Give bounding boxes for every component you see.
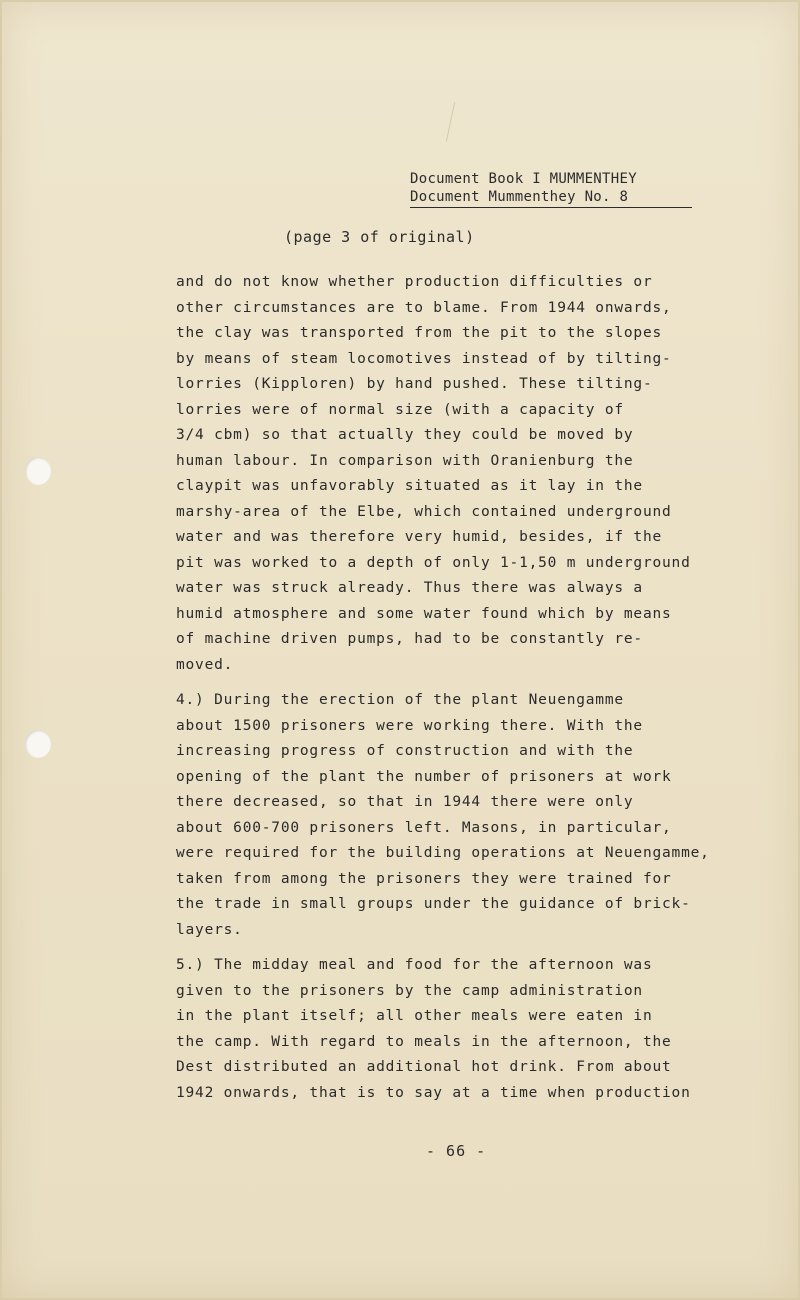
page-reference: (page 3 of original) — [284, 228, 475, 246]
text-line: layers. — [176, 921, 243, 938]
text-line: were required for the building operations at Neuengamme, — [176, 845, 710, 861]
document-header — [410, 170, 692, 208]
text-line: about 600-700 prisoners left. Masons, in particular, — [176, 819, 672, 836]
text-line: lorries (Kipploren) by hand pushed. These tilting- — [176, 376, 653, 392]
text-line: the trade in small groups under the guidance of brick- — [176, 896, 691, 912]
text-line: Dest distributed an additional hot drink. From about — [176, 1059, 672, 1075]
text-line: 1942 onwards, that is to say at a time when production — [176, 1084, 691, 1101]
text-line: pit was worked to a depth of only 1-1,50 m underground — [176, 554, 691, 571]
paragraph — [176, 688, 766, 943]
text-line: 5.) The midday meal and food for the afternoon was — [176, 957, 653, 973]
text-line: 3/4 cbm) so that actually they could be moved by — [176, 427, 634, 443]
text-line: the camp. With regard to meals in the afternoon, the — [176, 1033, 672, 1050]
text-line: of machine driven pumps, had to be constantly re- — [176, 631, 643, 647]
text-line: given to the prisoners by the camp administration — [176, 982, 643, 999]
text-line: moved. — [176, 656, 234, 673]
text-line: 4.) During the erection of the plant Neuengamme — [176, 692, 624, 708]
text-line: other circumstances are to blame. From 1944 onwards, — [176, 299, 672, 316]
text-line: about 1500 prisoners were working there. With the — [176, 717, 643, 734]
punch-hole — [25, 730, 51, 758]
document-page — [2, 2, 798, 1298]
text-line: by means of steam locomotives instead of by tilting- — [176, 350, 672, 367]
text-line: water was struck already. Thus there was always a — [176, 580, 643, 596]
punch-hole — [25, 457, 51, 485]
text-line: water and was therefore very humid, besides, if the — [176, 529, 663, 545]
text-line: taken from among the prisoners they were trained for — [176, 870, 672, 887]
document-body — [176, 270, 766, 1106]
header-book-title: Document Book I MUMMENTHEY — [410, 171, 637, 187]
paper-crease — [446, 102, 455, 141]
text-line: human labour. In comparison with Oranienburg the — [176, 452, 634, 469]
text-line: increasing progress of construction and with the — [176, 743, 634, 759]
text-line: and do not know whether production difficulties or — [176, 274, 653, 290]
text-line: the clay was transported from the pit to the slopes — [176, 325, 663, 341]
text-line: lorries were of normal size (with a capacity of — [176, 401, 624, 418]
header-document-number: Document Mummenthey No. 8 — [410, 188, 692, 208]
paragraph — [176, 270, 766, 678]
text-line: marshy-area of the Elbe, which contained underground — [176, 503, 672, 520]
text-line: claypit was unfavorably situated as it lay in the — [176, 478, 643, 494]
page-number: - 66 - — [426, 1142, 487, 1160]
text-line: humid atmosphere and some water found which by means — [176, 605, 672, 622]
paragraph — [176, 953, 766, 1106]
text-line: opening of the plant the number of prisoners at work — [176, 768, 672, 785]
text-line: there decreased, so that in 1944 there were only — [176, 794, 634, 810]
text-line: in the plant itself; all other meals were eaten in — [176, 1008, 653, 1024]
